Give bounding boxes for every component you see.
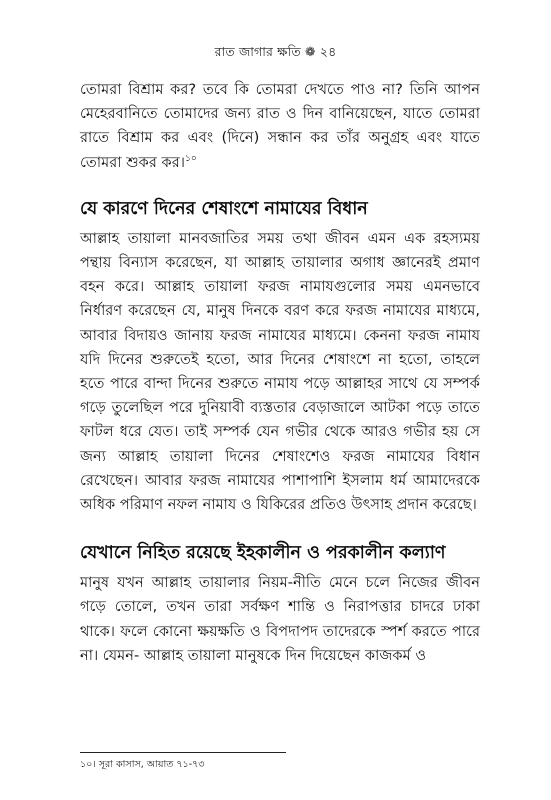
footnote-divider [80,752,286,753]
footnote-reference-mark[interactable]: ১০ [185,153,197,164]
intro-paragraph [80,78,480,175]
section-heading-wellbeing: যেখানে নিহিত রয়েছে ইহকালীন ও পরকালীন কল্যাণ [80,543,446,564]
section-paragraph-wellbeing: মানুষ যখন আল্লাহ তায়ালার নিয়ম-নীতি মেনে চলে নিজের জীবন গড়ে তোলে, তখন তারা সর্বক্ষণ শান্তি ও নিরাপত্তার চাদরে ঢাকা থাকে। ফলে কোনো ক্ষয়ক্ষতি ও বিপদাপদ তাদেরকে স্পর্শ করতে পারে না। যেমন- আল্লাহ তায়ালা মানুষকে দিন দিয়েছেন কাজকর্ম ও [80,574,480,664]
intro-paragraph-text: তোমরা বিশ্রাম কর? তবে কি তোমরা দেখতে পাও না? তিনি আপন মেহেরবানিতে তোমাদের জন্য রাত ও দিন বানিয়েছেন, যাতে তোমরা রাতে বিশ্রাম কর এবং (দিনে) সন্ধান কর তাঁর অনুগ্রহ এবং যাতে তোমরা শুকর কর। [80,81,480,171]
page-body [80,78,480,668]
section-paragraph-evening-prayer: আল্লাহ তায়ালা মানবজাতির সময় তথা জীবন এমন এক রহস্যময় পন্থায় বিন্যাস করেছেন, যা আল্লাহ তায়ালার অগাধ জ্ঞানেরই প্রমাণ বহন করে। আল্লাহ তায়ালা ফরজ নামাযগুলোর সময় এমনভাবে নির্ধারণ করেছেন যে, মানুষ দিনকে বরণ করে ফরজ নামাযের মাধ্যমে, আবার বিদায়ও জানায় ফরজ নামাযের মাধ্যমে। কেননা ফরজ নামায যদি দিনের শুরুতেই হতো, আর দিনের শেষাংশে না হতো, তাহলে হতে পারে বান্দা দিনের শুরুতে নামায পড়ে আল্লাহর সাথে যে সম্পর্ক গড়ে তুলেছিল পরে দুনিয়াবী ব্যস্ততার বেড়াজালে আটকা পড়ে তাতে ফাটল ধরে যেত। তাই সম্পর্ক যেন গভীর থেকে আরও গভীর হয় সে জন্য আল্লাহ তায়ালা দিনের শেষাংশেও ফরজ নামাযের বিধান রেখেছেন। আবার ফরজ নামাযের পাশাপাশি ইসলাম ধর্ম আমাদেরকে অধিক পরিমাণ নফল নামায ও যিকিরের প্রতিও উৎসাহ প্রদান করেছে। [80,229,480,514]
footnote-10: ১০। সূরা কাসাস, আয়াত ৭১-৭৩ [80,759,205,770]
running-header: রাত জাগার ক্ষতি ❁ ২৪ [214,44,337,59]
section-heading-evening-prayer: যে কারণে দিনের শেষাংশে নামাযের বিধান [80,198,368,219]
